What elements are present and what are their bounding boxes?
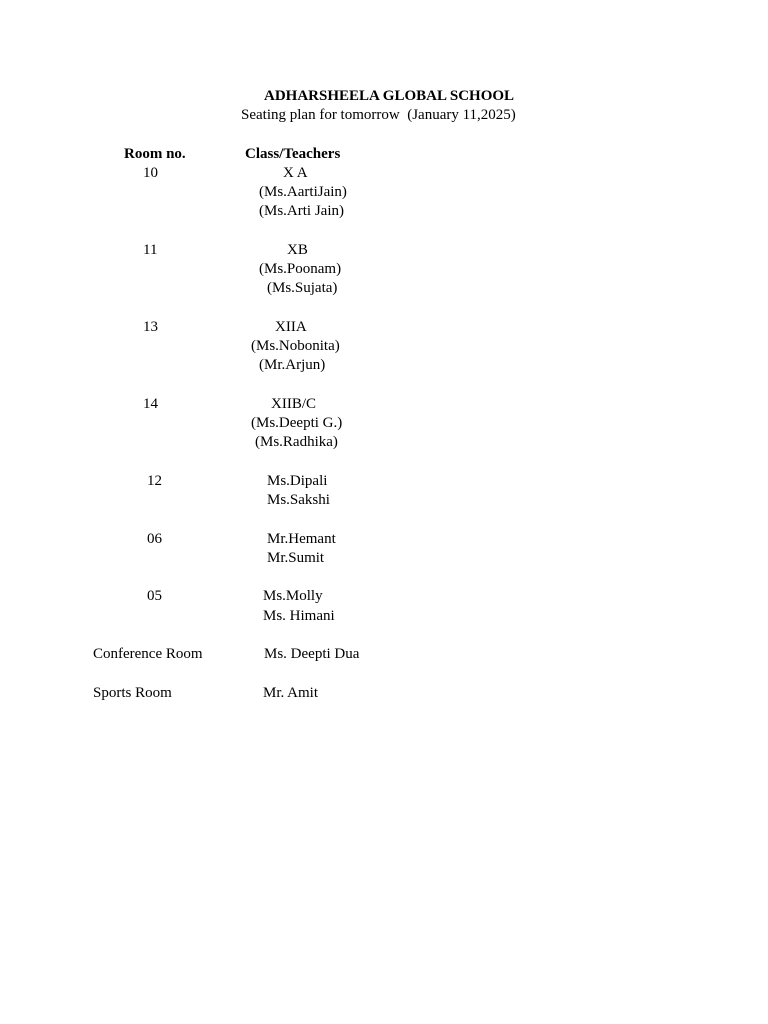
room-number: 13 [143, 319, 158, 335]
teacher-name: Mr. Amit [263, 685, 319, 701]
teacher-name: Ms.Dipali [267, 473, 328, 489]
column-header-room: Room no. [124, 146, 186, 162]
teacher-name: Mr.Sumit [267, 550, 325, 566]
class-name: XIIB/C [271, 396, 316, 412]
school-name: ADHARSHEELA GLOBAL SCHOOL [264, 88, 515, 104]
subtitle: Seating plan for tomorrow (January 11,2025) [241, 107, 516, 123]
teacher-name: (Ms.AartiJain) [259, 184, 347, 200]
teacher-name: Ms. Himani [263, 608, 335, 624]
room-number: 06 [147, 531, 162, 547]
room-number: 14 [143, 396, 158, 412]
class-name: XB [287, 242, 308, 258]
room-number: 12 [147, 473, 162, 489]
teacher-name: (Ms.Nobonita) [251, 338, 340, 354]
teacher-name: Ms.Sakshi [267, 492, 330, 508]
room-number: 11 [143, 242, 158, 258]
class-name: X A [283, 165, 308, 181]
room-number: 05 [147, 588, 162, 604]
teacher-name: Ms. Deepti Dua [264, 646, 360, 662]
teacher-name: (Ms.Deepti G.) [251, 415, 343, 431]
teacher-name: (Ms.Arti Jain) [259, 203, 344, 219]
teacher-name: (Ms.Sujata) [267, 280, 338, 296]
teacher-name: (Mr.Arjun) [259, 357, 326, 373]
teacher-name: Ms.Molly [263, 588, 323, 604]
room-number: 10 [143, 165, 158, 181]
room-name: Sports Room [93, 685, 172, 701]
room-name: Conference Room [93, 646, 203, 662]
teacher-name: (Ms.Radhika) [255, 434, 338, 450]
class-name: XIIA [275, 319, 307, 335]
teacher-name: Mr.Hemant [267, 531, 336, 547]
column-header-class-teachers: Class/Teachers [245, 146, 341, 162]
teacher-name: (Ms.Poonam) [259, 261, 342, 277]
